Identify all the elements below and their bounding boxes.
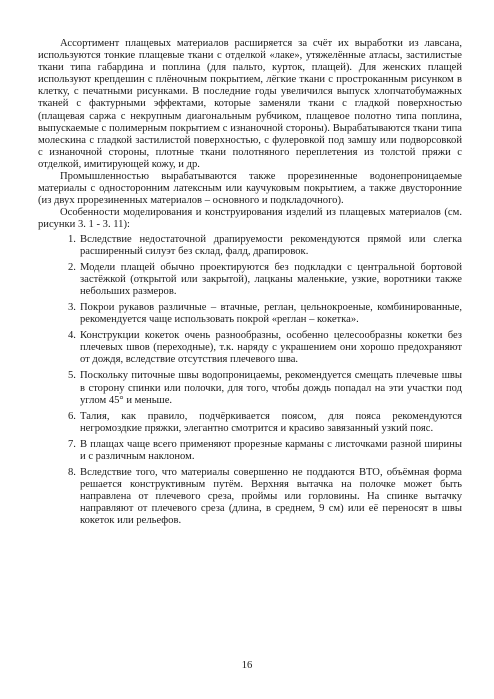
list-item-number: 5.: [68, 370, 76, 382]
list-item-number: 4.: [68, 330, 76, 342]
list-item-number: 6.: [68, 410, 76, 422]
list-item-text: Вследствие того, что материалы совершенно не поддаются ВТО, объёмная форма решается конструктивным путём. Верхняя вытачка на полочке может быть направлена от плечевого среза, проймы или горловины. На спинке вытачку направляют от плечевого среза (длина, в среднем, 9 см) или её переносят в швы кокеток или рельефов.: [80, 467, 462, 527]
list-item: [68, 233, 462, 258]
list-item-number: 3.: [68, 301, 76, 313]
list-item-number: 1.: [68, 233, 76, 245]
list-item: [68, 301, 462, 326]
list-item: [68, 370, 462, 406]
list-item: [68, 438, 462, 463]
list-item: [68, 410, 462, 435]
paragraph: Ассортимент плащевых материалов расширяется за счёт их выработки из лавсана, используются тонкие плащевые ткани с отделкой «лаке», утяжелённые атласы, застилистые ткани типа габардина и поплина (для пальто, курток, плащей). Для женских плащей используют крепдешин с плёночным покрытием, лёгкие ткани с простроканным рисунком в клетку, с печатными рисунками. В последние годы увеличился выпуск хлопчатобумажных тканей с фактурными эффектами, которые заменяли ткани с гладкой поверхностью (плащевая саржа с некрупным диагональным рубчиком, плащевое полотно типа поплина, выпускаемые с полимерным покрытием с изнаночной стороны). Вырабатываются ткани типа молескина с гладкой застилистой поверхностью, с фулеровкой под замшу или подворсовкой с изнаночной стороны, плотные ткани полотняного переплетения из толстой пряжи с отделкой, имитирующей кожу, и др.: [38, 38, 462, 170]
list-item-number: 7.: [68, 438, 76, 450]
list-item-text: В плащах чаще всего применяют прорезные карманы с листочками разной ширины и с различным наклоном.: [80, 438, 462, 462]
list-item-number: 8.: [68, 467, 76, 479]
list-item-text: Покрои рукавов различные – втачные, реглан, цельнокроеные, комбинированные, рекомендуется чаще использовать покрой «реглан – кокетка».: [80, 301, 462, 326]
numbered-list: [38, 234, 462, 528]
page-number: 16: [241, 660, 253, 671]
paragraph: Промышленностью вырабатываются также прорезиненные водонепроницаемые материалы с односторонним латексным или каучуковым покрытием, а также двусторонние (из двух прорезиненных материалов – основного и подкладочного).: [38, 171, 462, 207]
list-item-number: 2.: [68, 261, 76, 273]
list-item-text: Поскольку питочные швы водопроницаемы, рекомендуется смещать плечевые швы в сторону спинки или полочки, для того, чтобы дождь попадал на эти участки под углом 45° и меньше.: [80, 370, 462, 406]
list-item: [68, 467, 462, 527]
list-item: [68, 261, 462, 298]
list-item: [68, 330, 462, 366]
list-item-text: Вследствие недостаточной драпируемости рекомендуются прямой или слегка расширенный силуэт без склад, фалд, драпировок.: [80, 233, 462, 257]
list-item-text: Модели плащей обычно проектируются без подкладки с центральной бортовой застёжкой (открытой или закрытой), лацканы маленькие, узкие, воротники также небольших размеров.: [80, 261, 462, 297]
list-item-text: Конструкции кокеток очень разнообразны, особенно целесообразны кокетки без плечевых швов (переходные), т.к. наряду с украшением они хорошо предохраняют от дождя, вследствие отсутствия плечевого шва.: [80, 330, 462, 366]
paragraph: Особенности моделирования и конструирования изделий из плащевых материалов (см. рисунки 3. 1 - 3. 11):: [38, 207, 462, 231]
list-item-text: Талия, как правило, подчёркивается поясом, для пояса рекомендуются негромоздкие пряжки, элегантно смотрится и красиво завязанный узкий пояс.: [80, 410, 462, 434]
